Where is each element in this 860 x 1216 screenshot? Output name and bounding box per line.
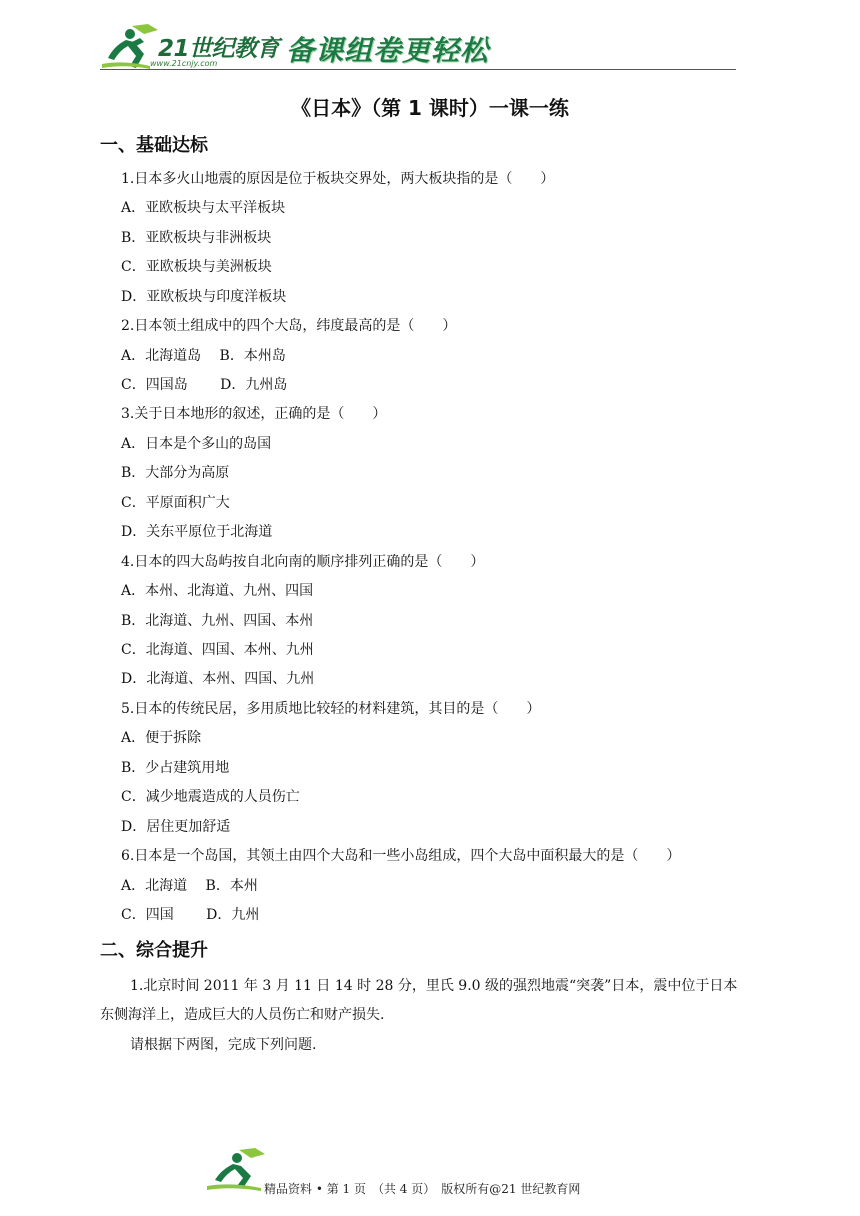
q6-options-ab: A．北海道 B．本州 <box>121 878 258 894</box>
question-4: 4.日本的四大岛屿按自北向南的顺序排列正确的是（ ） <box>121 554 485 570</box>
header-slogan: 备课组卷更轻松 <box>286 34 490 67</box>
question-1: 1.日本多火山地震的原因是位于板块交界处，两大板块指的是（ ） <box>121 171 555 187</box>
q3-option-d: D．关东平原位于北海道 <box>121 524 273 540</box>
q1-option-a: A．亚欧板块与太平洋板块 <box>121 200 286 216</box>
q3-option-b: B．大部分为高原 <box>121 465 230 481</box>
q4-option-d: D．北海道、本州、四国、九州 <box>121 671 315 687</box>
brand-url: www.21cnjy.com <box>150 59 218 68</box>
question-3: 3.关于日本地形的叙述，正确的是（ ） <box>121 406 387 422</box>
q4-option-a: A．本州、北海道、九州、四国 <box>121 583 314 599</box>
q4-option-b: B．北海道、九州、四国、本州 <box>121 613 314 629</box>
q2-options-ab: A．北海道岛 B．本州岛 <box>121 348 286 364</box>
page-footer: 精品资料 • 第 1 页 （共 4 页） 版权所有@21 世纪教育网 <box>264 1182 581 1196</box>
runner-logo-icon <box>205 1146 269 1192</box>
q1-option-d: D．亚欧板块与印度洋板块 <box>121 289 287 305</box>
q5-option-c: C．减少地震造成的人员伤亡 <box>121 789 300 805</box>
question-6: 6.日本是一个岛国，其领土由四个大岛和一些小岛组成，四个大岛中面积最大的是（ ） <box>121 848 681 864</box>
q6-options-cd: C．四国 D．九州 <box>121 907 260 923</box>
brand-name: 21世纪教育 <box>158 36 280 62</box>
header-divider <box>100 69 736 70</box>
document-title: 《日本》（第 1 课时）一课一练 <box>291 96 569 120</box>
q1-option-b: B．亚欧板块与非洲板块 <box>121 230 272 246</box>
q3-option-c: C．平原面积广大 <box>121 495 230 511</box>
question-5: 5.日本的传统民居，多用质地比较轻的材料建筑，其目的是（ ） <box>121 701 541 717</box>
section-heading-basic: 一、基础达标 <box>100 135 208 156</box>
passage-line-2: 东侧海洋上，造成巨大的人员伤亡和财产损失. <box>100 1007 385 1023</box>
q2-options-cd: C．四国岛 D．九州岛 <box>121 377 288 393</box>
q5-option-a: A．便于拆除 <box>121 730 202 746</box>
passage-line-1: 1.北京时间 2011 年 3 月 11 日 14 时 28 分，里氏 9.0 级的强烈地震“突袭”日本，震中位于日本 <box>130 978 738 994</box>
q3-option-a: A．日本是个多山的岛国 <box>121 436 272 452</box>
q5-option-d: D．居住更加舒适 <box>121 819 231 835</box>
section-heading-advanced: 二、综合提升 <box>100 940 208 961</box>
question-2: 2.日本领土组成中的四个大岛，纬度最高的是（ ） <box>121 318 457 334</box>
q4-option-c: C．北海道、四国、本州、九州 <box>121 642 314 658</box>
passage-instruction: 请根据下两图，完成下列问题. <box>130 1037 317 1053</box>
q1-option-c: C．亚欧板块与美洲板块 <box>121 259 272 275</box>
footer-logo <box>205 1146 269 1192</box>
q5-option-b: B．少占建筑用地 <box>121 760 230 776</box>
